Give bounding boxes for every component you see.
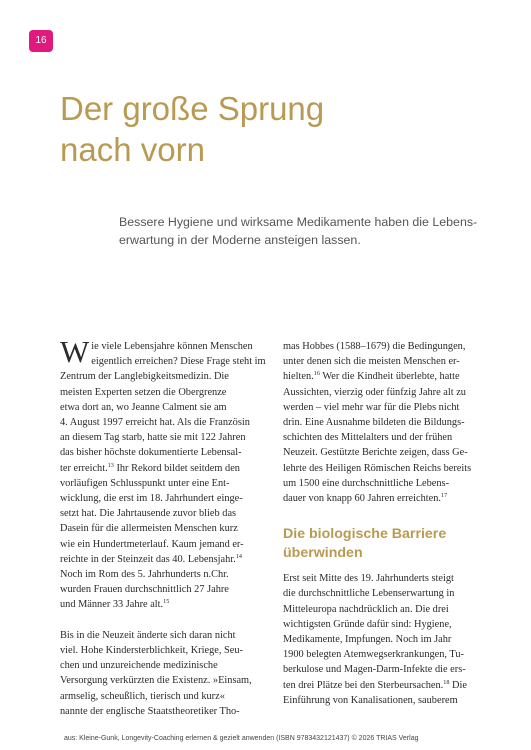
body-line: Zentrum der Langlebigkeitsmedizin. Die: [60, 371, 229, 383]
drop-cap: W: [60, 334, 90, 369]
body-line: ie viele Lebensjahre können Menschen: [91, 341, 253, 352]
footnote-ref: 13: [107, 461, 114, 469]
footnote-ref: 14: [235, 552, 242, 560]
body-line: mas Hobbes (1588–1679) die Bedingungen,: [283, 341, 466, 352]
body-line: ter erreicht.$^{13}$ Ihr Rekord bildet seitdem den: [60, 461, 240, 474]
body-line: wichtigsten Gründe dafür sind: Hygiene,: [283, 618, 452, 630]
source-footer: aus: Kleine-Gunk, Longevity-Coaching erlernen & gezielt anwenden (ISBN 9783432121437) © 2026 TRIAS Verlag: [64, 735, 419, 742]
body-line: Noch im Rom des 5. Jahrhunderts n.Chr.: [60, 569, 229, 581]
body-line: 4. August 1997 erreicht hat. Als die Französin: [60, 417, 250, 429]
body-line: dauer von knapp 60 Jahren erreichten.$^{17}$: [283, 492, 448, 505]
body-line: chen und unzureichende medizinische: [60, 660, 218, 672]
body-line: Neuzeit. Gestützte Berichte zeigen, dass Ge-: [283, 447, 468, 459]
body-line: etwa dort an, wo Jeanne Calment sie am: [60, 401, 227, 413]
body-line: armselig, scheußlich, tierisch und kurz«: [60, 690, 225, 702]
body-line: reichte in der Steinzeit das 40. Lebensjahr.$^{14}$: [60, 552, 242, 565]
body-line: Einführung von Kanalisationen, sauberem: [283, 694, 458, 706]
body-line: und Männer 33 Jahre alt.$^{15}$: [60, 598, 170, 611]
body-line: berkulose und Magen-Darm-Infekte die ers-: [283, 664, 466, 676]
title-line: nach vorn: [60, 131, 205, 168]
body-paragraph: [283, 339, 495, 506]
body-line: wurden Frauen durchschnittlich 27 Jahre: [60, 584, 229, 596]
body-line: Versorgung verkürzten die Existenz. »Einsam,: [60, 675, 252, 687]
lead-line: erwartung in der Moderne ansteigen lassen.: [119, 233, 361, 247]
body-line: Aussichten, vierzig oder fünfzig Jahre alt zu: [283, 386, 466, 398]
title-line: Der große Sprung: [60, 90, 325, 127]
page-number-badge: 16: [29, 30, 53, 52]
body-line: um 1500 eine durchschnittliche Lebens-: [283, 477, 450, 489]
body-paragraph: [60, 628, 272, 719]
body-line: viel. Hohe Kindersterblichkeit, Kriege, Seu-: [60, 645, 243, 657]
body-line: Medikamente, Impfungen. Noch im Jahr: [283, 634, 452, 646]
body-line: Dasein für die allermeisten Menschen kurz: [60, 523, 238, 535]
body-line: 1900 belegten Atemwegserkrankungen, Tu-: [283, 649, 464, 661]
body-line: unter denen sich die meisten Menschen er-: [283, 356, 460, 368]
body-line: werden – viel mehr war für die Plebs nicht: [283, 401, 460, 413]
lead-line: Bessere Hygiene und wirksame Medikamente haben die Lebens-: [119, 215, 478, 229]
text-column-right: [283, 339, 495, 708]
text-column-left: [60, 334, 272, 719]
footnote-ref: 16: [313, 370, 320, 378]
body-line: drin. Eine Ausnahme bildeten die Bildungs-: [283, 417, 465, 429]
body-line: Erst seit Mitte des 19. Jahrhunderts steigt: [283, 573, 454, 585]
body-line: die durchschnittliche Lebenserwartung in: [283, 588, 455, 600]
body-line: eigentlich erreichen? Diese Frage steht im: [91, 356, 266, 368]
footnote-ref: 18: [443, 678, 450, 686]
body-line: ten drei Plätze bei den Sterbeursachen.$^{18}$ Die: [283, 678, 467, 691]
section-heading-line: Die biologische Barriere: [283, 526, 447, 543]
body-line: meisten Experten setzen die Obergrenze: [60, 386, 227, 398]
page-title: [60, 88, 480, 170]
section-heading: [283, 525, 495, 563]
body-line: schichten des Mittelalters und der frühen: [283, 432, 453, 444]
body-line: nannte der englische Staatstheoretiker Tho-: [60, 705, 240, 717]
body-line: hielten.$^{16}$ Wer die Kindheit überlebte, hatte: [283, 370, 460, 383]
footnote-ref: 15: [163, 598, 170, 606]
body-paragraph: [283, 571, 495, 708]
lead-paragraph: [119, 213, 479, 249]
body-line: an diesem Tag starb, hatte sie mit 122 Jahren: [60, 432, 246, 444]
body-line: wicklung, die erst im 18. Jahrhundert einge-: [60, 493, 243, 505]
body-line: lehrte des Heiligen Römischen Reichs bereits: [283, 462, 472, 474]
section-heading-line: überwinden: [283, 545, 363, 562]
body-line: das bisher höchste dokumentierte Lebensal-: [60, 447, 242, 459]
footnote-ref: 17: [440, 492, 448, 500]
body-line: Mitteleuropa nachdrücklich an. Die drei: [283, 603, 449, 615]
body-line: vorläufigen Schlusspunkt unter eine Ent-: [60, 477, 230, 489]
body-line: setzt hat. Die Jahrtausende zuvor blieb das: [60, 508, 237, 520]
body-line: wie ein Hundertmeterlauf. Kaum jemand er-: [60, 538, 244, 550]
body-line: Bis in die Neuzeit änderte sich daran nicht: [60, 629, 236, 641]
body-paragraph: [60, 354, 272, 612]
